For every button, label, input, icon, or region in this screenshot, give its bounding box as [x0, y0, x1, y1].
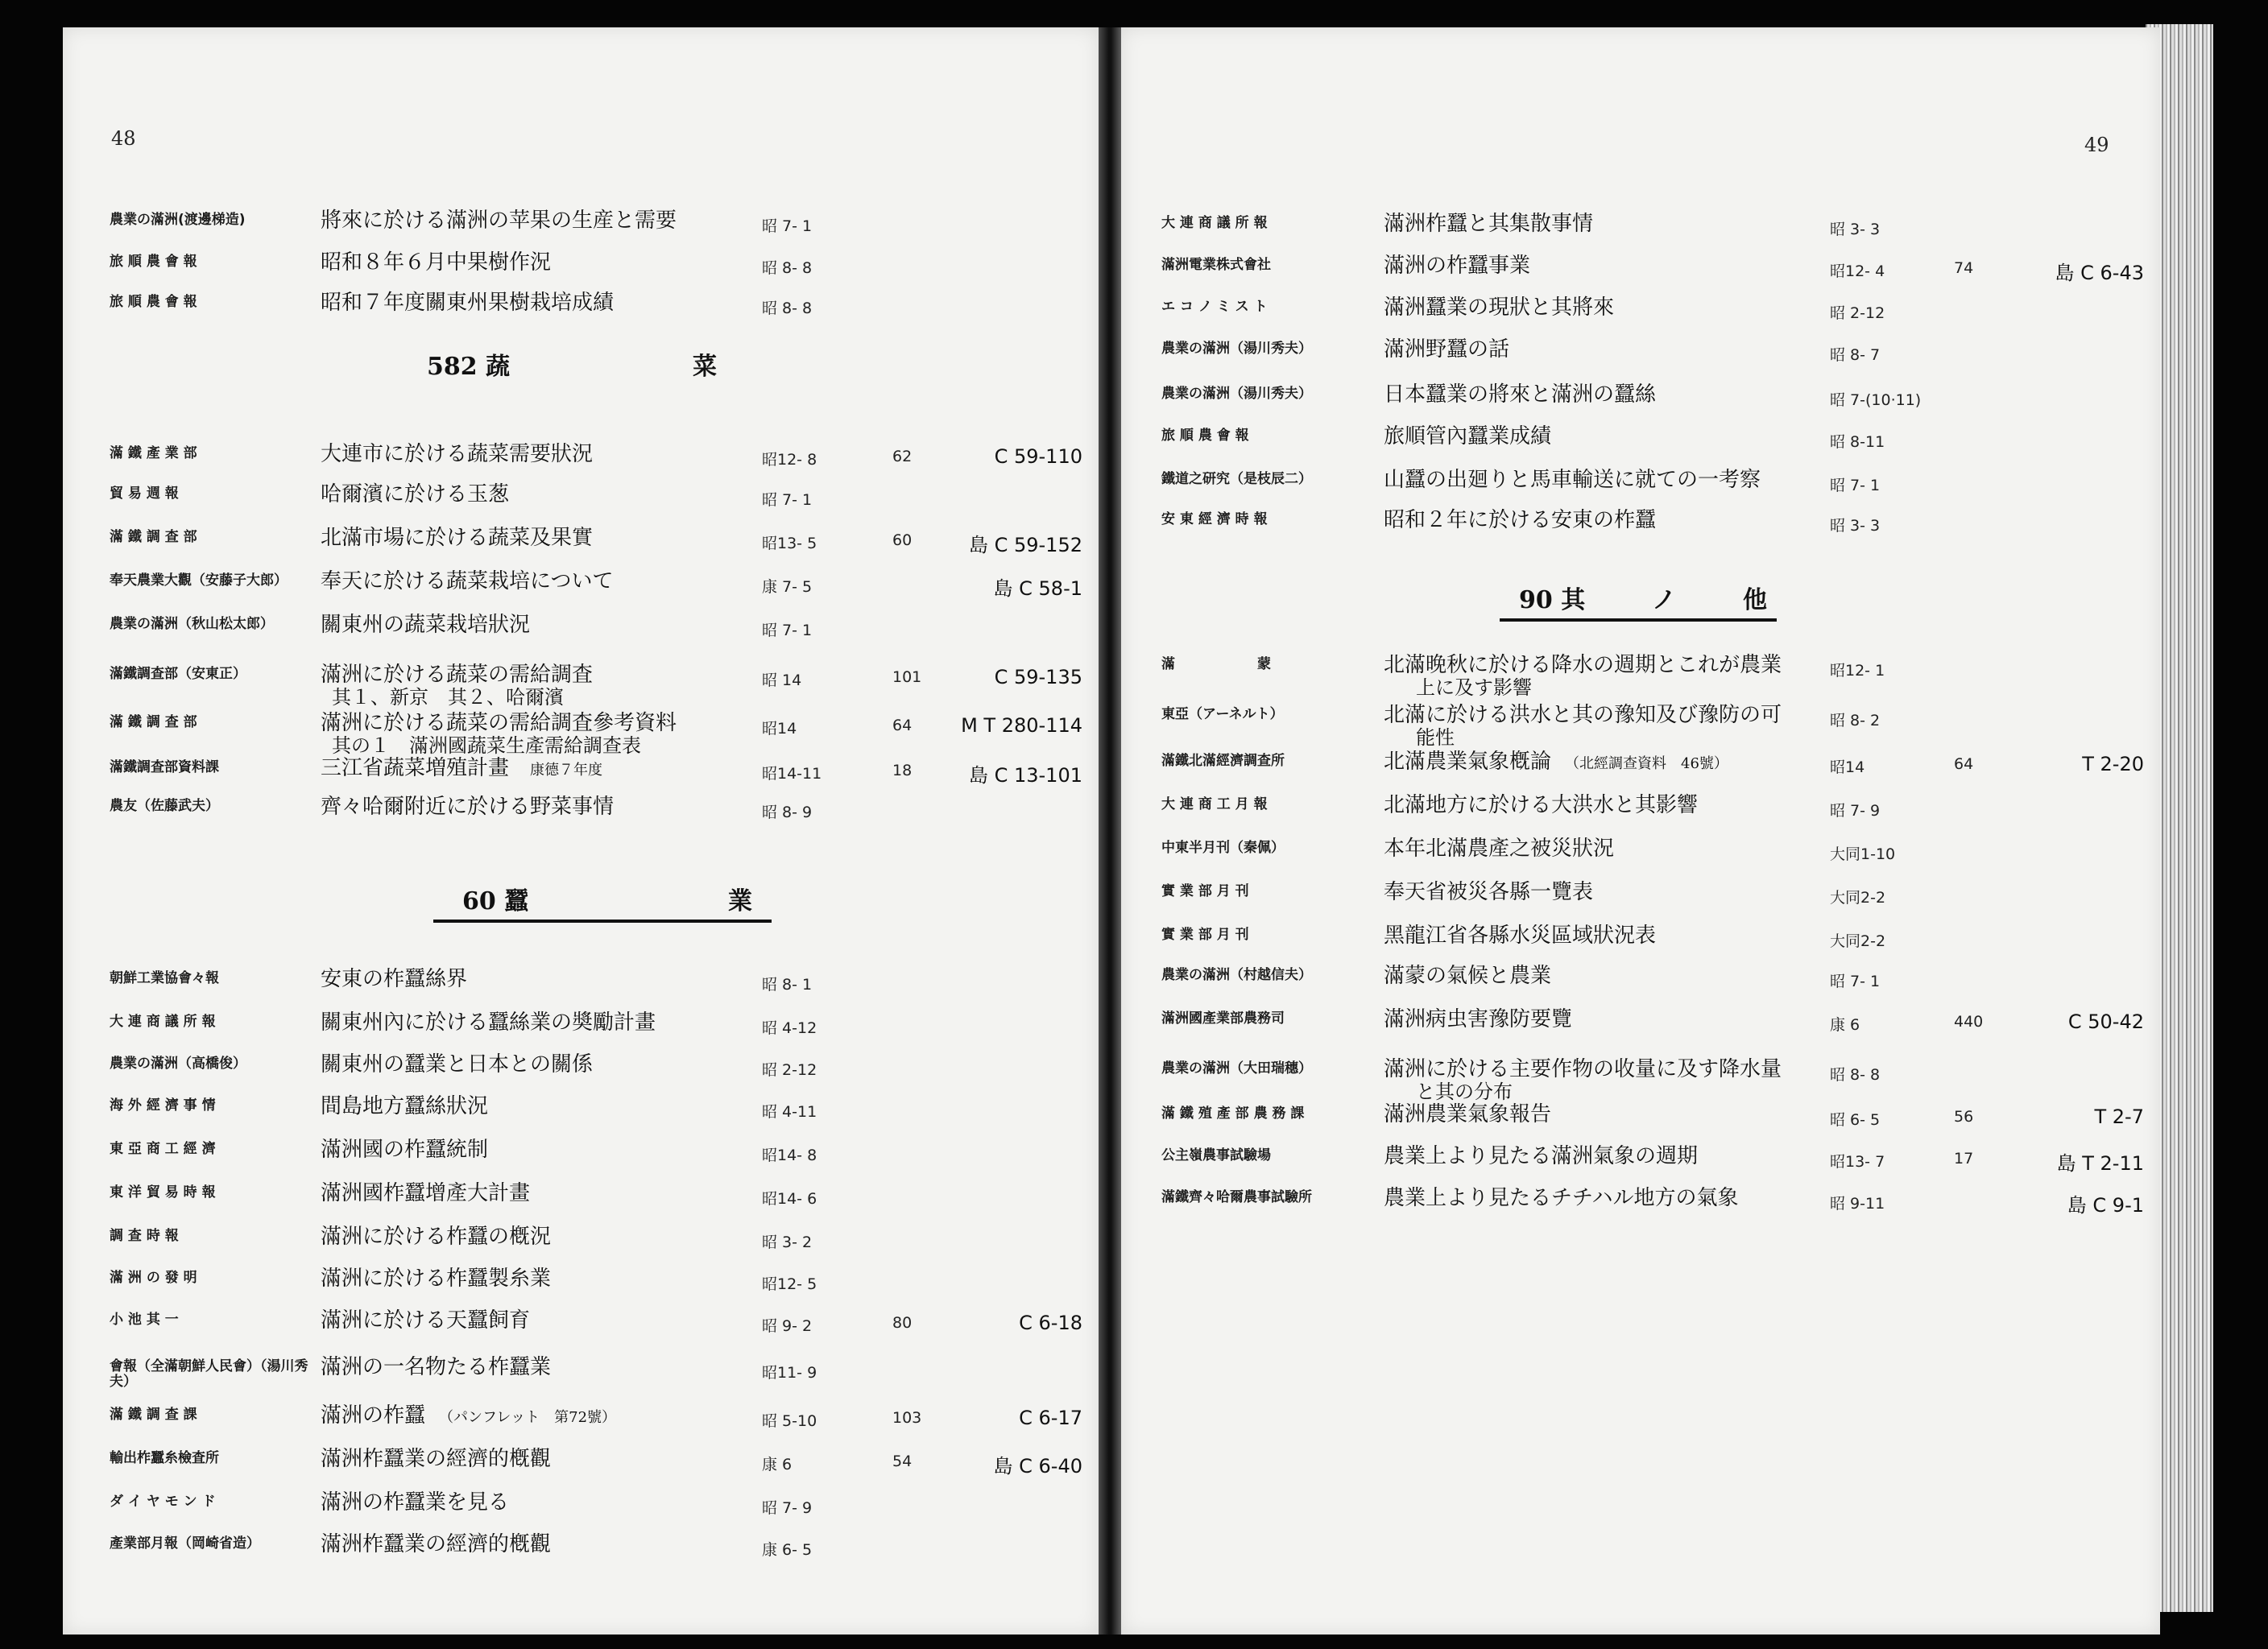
entry-title-text: 滿洲柞蠶業の經濟的槪觀	[321, 1532, 552, 1556]
bibliography-entry	[1121, 1005, 2160, 1044]
entry-source: 滿 鐵 調 查 部	[110, 714, 197, 730]
bibliography-entry	[63, 1264, 1099, 1303]
bibliography-entry	[63, 660, 1099, 709]
entry-call-number: 島 C 6-43	[2055, 262, 2144, 284]
entry-title-text: 滿蒙の氣候と農業	[1384, 964, 1552, 988]
entry-title-text: 農業上より見たるチチハル地方の氣象	[1384, 1186, 1739, 1210]
entry-title-note: （パンフレット 第72號）	[446, 1409, 617, 1426]
entry-date: 昭 2-12	[762, 1061, 817, 1079]
entry-title-text: 滿洲の柞蠶事業	[1384, 254, 1531, 278]
entry-title-text: 滿洲國の柞蠶統制	[321, 1138, 489, 1162]
entry-call-number: C 50-42	[2067, 1010, 2144, 1033]
entry-title-text: 北滿農業氣象槪論	[1384, 750, 1552, 774]
section-title-char: 他	[1742, 586, 1767, 614]
entry-pages: 60	[892, 531, 913, 549]
page-number: 49	[2084, 134, 2109, 156]
bibliography-entry	[63, 1306, 1099, 1345]
entry-title-text: 安東の柞蠶絲界	[321, 967, 468, 991]
bibliography-entry	[63, 1050, 1099, 1089]
entry-date: 昭 2-12	[1830, 304, 1885, 322]
entry-title-text: 昭和８年６月中果樹作況	[321, 250, 552, 275]
section-title: 60 蠶	[462, 887, 529, 915]
bibliography-entry	[1121, 465, 2160, 504]
entry-title	[321, 570, 613, 593]
entry-title-text: 滿洲に於ける蔬菜の需給調査	[321, 663, 594, 687]
entry-source: 貿 易 週 報	[110, 486, 179, 502]
entry-call-number: C 6-18	[1019, 1312, 1082, 1334]
entry-title	[321, 1225, 551, 1248]
entry-title	[321, 209, 677, 232]
entry-title	[1384, 654, 1782, 699]
entry-date: 昭 7- 1	[762, 622, 813, 639]
entry-source: 農業の滿洲（湯川秀夫）	[1161, 341, 1312, 357]
bibliography-entry	[1121, 506, 2160, 544]
entry-title-text: 滿洲國柞蠶增產大計畫	[321, 1181, 531, 1205]
entry-source: 滿洲國產業部農務司	[1161, 1010, 1285, 1027]
entry-title	[321, 251, 551, 274]
entry-title	[321, 1448, 551, 1470]
entry-title	[321, 1491, 509, 1514]
entry-title	[321, 1053, 593, 1076]
entry-date: 昭 7- 1	[1830, 973, 1881, 990]
entry-date: 昭 4-11	[762, 1103, 817, 1121]
entry-title	[1384, 254, 1530, 277]
entry-title	[321, 1404, 616, 1429]
entry-title-line2: 其１、新京 其２、哈爾濱	[332, 686, 564, 709]
entry-title-text: 滿洲病虫害豫防要覽	[1384, 1007, 1573, 1031]
entry-pages: 62	[892, 448, 913, 465]
bibliography-entry	[63, 754, 1099, 792]
page-number: 48	[111, 127, 136, 150]
entry-date: 大同1-10	[1830, 845, 1896, 863]
bibliography-entry	[1121, 878, 2160, 916]
entry-date: 康 6	[762, 1456, 793, 1473]
entry-date: 昭 7- 9	[1830, 802, 1881, 820]
entry-title-text: 將來に於ける滿洲の苹果の生産と需要	[321, 209, 677, 233]
entry-title-text: 滿洲に於ける蔬菜の需給調査參考資料	[321, 711, 677, 735]
entry-date: 昭14-11	[762, 765, 822, 783]
bibliography-entry	[1121, 380, 2160, 419]
entry-source: 產業部月報（岡崎省造）	[110, 1535, 260, 1552]
entry-source: 滿 洲 の 發 明	[110, 1270, 197, 1286]
section-title-char: ノ	[1652, 586, 1677, 614]
entry-title	[1384, 383, 1656, 406]
entry-title-text: 三江省蔬菜増殖計畫	[321, 756, 510, 780]
bibliography-entry	[1121, 251, 2160, 290]
entry-source: 中東半月刊（秦佩）	[1161, 840, 1285, 856]
bibliography-entry	[63, 965, 1099, 1003]
entry-call-number: 島 C 9-1	[2067, 1194, 2144, 1217]
section-heading-582	[427, 346, 717, 382]
entry-title	[1384, 338, 1509, 361]
section-title: 90 其	[1519, 586, 1586, 614]
entry-title	[1384, 924, 1656, 947]
entry-source: ダ イ ヤ モ ン ド	[110, 1494, 216, 1510]
entry-title	[1384, 1008, 1572, 1031]
section-heading-60	[433, 881, 772, 923]
entry-call-number: 島 T 2-11	[2056, 1152, 2144, 1175]
bibliography-entry	[63, 1353, 1099, 1391]
entry-date: 昭 8- 8	[1830, 1066, 1881, 1084]
entry-source: 滿鐵調查部（安東正）	[110, 666, 246, 682]
entry-title-text: 滿洲柞蠶と其集散事情	[1384, 212, 1594, 236]
entry-date: 康 7- 5	[762, 578, 813, 596]
entry-title-text: 黑龍江省各縣水災區域狀況表	[1384, 924, 1657, 948]
entry-date: 昭 9-11	[1830, 1195, 1885, 1213]
entry-title-text: 滿洲に於ける主要作物の收量に及す降水量	[1384, 1057, 1782, 1081]
bibliography-entry	[63, 440, 1099, 478]
entry-pages: 64	[892, 717, 913, 734]
entry-title-text: 農業上より見たる滿洲氣象の週期	[1384, 1144, 1699, 1168]
entry-title	[321, 663, 593, 709]
bibliography-entry	[63, 1092, 1099, 1130]
entry-date: 昭 8- 9	[762, 804, 813, 821]
bibliography-entry	[1121, 1184, 2160, 1222]
entry-call-number: C 6-17	[1019, 1407, 1082, 1429]
entry-title	[1384, 1103, 1551, 1126]
entry-title	[1384, 965, 1551, 987]
entry-pages: 17	[1954, 1150, 1974, 1168]
entry-title-text: 齊々哈爾附近に於ける野菜事情	[321, 795, 615, 819]
entry-date: 昭 8- 7	[1830, 346, 1881, 364]
entry-title	[321, 443, 593, 465]
entry-title-text: 滿洲の柞蠶	[321, 1403, 426, 1428]
entry-source: 東 亞 商 工 經 濟	[110, 1141, 216, 1157]
entry-title-text: 昭和７年度關東州果樹栽培成績	[321, 291, 615, 315]
bibliography-entry	[1121, 791, 2160, 829]
entry-date: 大同2-2	[1830, 889, 1886, 907]
bibliography-entry	[1121, 1100, 2160, 1139]
entry-title-text: 關東州の蔬菜栽培狀況	[321, 613, 531, 637]
entry-title	[321, 1267, 551, 1290]
entry-title	[321, 1011, 656, 1034]
entry-title	[1384, 704, 1782, 749]
entry-date: 昭14	[1830, 758, 1865, 776]
bibliography-entry	[63, 709, 1099, 757]
entry-call-number: C 59-135	[994, 666, 1082, 688]
entry-call-number: 島 C 59-152	[968, 534, 1082, 556]
entry-source: 會報（全滿朝鮮人民會）（湯川秀夫）	[110, 1358, 308, 1390]
entry-source: 農友（佐藤武夫）	[110, 798, 219, 814]
bibliography-entry	[63, 567, 1099, 605]
bibliography-entry	[63, 610, 1099, 649]
entry-source: 滿 鐵 調 查 課	[110, 1407, 197, 1423]
entry-title	[321, 1182, 530, 1205]
entry-date: 昭 14	[762, 672, 802, 689]
entry-title-text: 本年北滿農產之被災狀況	[1384, 837, 1615, 861]
entry-title-line2: 其の１ 滿洲國蔬菜生產需給調查表	[332, 734, 641, 757]
entry-title-text: 關東州の蠶業と日本との關係	[321, 1052, 594, 1077]
entry-source: 大 連 商 工 月 報	[1161, 796, 1268, 812]
entry-title-text: 奉天に於ける蔬菜栽培について	[321, 569, 614, 593]
entry-title-text: 滿洲に於ける柞蠶製糸業	[321, 1267, 552, 1291]
entry-date: 昭 3- 3	[1830, 517, 1881, 535]
bibliography-entry	[1121, 335, 2160, 374]
entry-date: 昭 7-(10·11)	[1830, 391, 1922, 409]
entry-title-text: 北滿に於ける洪水と其の豫知及び豫防の可	[1384, 703, 1782, 727]
bibliography-entry	[1121, 834, 2160, 873]
entry-source: 實 業 部 月 刊	[1161, 883, 1249, 899]
section-title-char: 業	[728, 887, 752, 915]
entry-date: 大同2-2	[1830, 932, 1886, 950]
entry-pages: 103	[892, 1409, 922, 1427]
entry-source: 奉天農業大觀（安藤子大郎）	[110, 572, 288, 589]
entry-title-text: 昭和２年に於ける安東の柞蠶	[1384, 508, 1657, 532]
entry-date: 昭 7- 1	[1830, 477, 1881, 494]
bibliography-entry	[63, 523, 1099, 562]
entry-title-text: 北滿地方に於ける大洪水と其影響	[1384, 793, 1699, 817]
entry-title-text: 滿洲蠶業の現狀と其將來	[1384, 295, 1615, 320]
entry-title	[321, 1533, 551, 1556]
entry-source: 滿 蒙	[1161, 656, 1271, 672]
entry-pages: 56	[1954, 1108, 1974, 1126]
entry-source: 公主嶺農事試驗場	[1161, 1147, 1271, 1163]
entry-date: 昭 3- 2	[762, 1234, 813, 1251]
bibliography-entry	[63, 1222, 1099, 1261]
entry-date: 昭 8- 8	[762, 300, 813, 317]
entry-title-text: 滿洲柞蠶業の經濟的槪觀	[321, 1447, 552, 1471]
entry-date: 昭12- 4	[1830, 262, 1885, 280]
entry-date: 昭14	[762, 720, 797, 738]
entry-title-text: 關東州內に於ける蠶絲業の奬勵計畫	[321, 1010, 656, 1035]
entry-title	[1384, 509, 1656, 531]
bibliography-entry	[1121, 1055, 2160, 1103]
entry-date: 昭14- 6	[762, 1190, 817, 1208]
entry-title-text: 北滿市場に於ける蔬菜及果實	[321, 526, 594, 550]
entry-title	[1384, 837, 1614, 860]
entry-call-number: 島 C 6-40	[993, 1455, 1082, 1477]
entry-title	[1384, 881, 1593, 903]
entry-title	[321, 757, 602, 782]
bibliography-entry	[63, 206, 1099, 245]
entry-date: 昭13- 5	[762, 535, 817, 552]
entry-source: 海 外 經 濟 事 情	[110, 1097, 216, 1114]
entry-call-number: T 2-7	[2094, 1106, 2144, 1128]
entry-title-text: 滿洲野蠶の話	[1384, 337, 1510, 362]
entry-title-line2: 能性	[1416, 726, 1455, 749]
entry-source: 滿鐵北滿經濟調查所	[1161, 753, 1285, 769]
entry-title-text: 滿洲の一名物たる柞蠶業	[321, 1355, 552, 1379]
bibliography-entry	[63, 1179, 1099, 1217]
entry-date: 昭 8- 2	[1830, 712, 1881, 729]
entry-source: エ コ ノ ミ ス ト	[1161, 299, 1268, 315]
bibliography-entry	[63, 1401, 1099, 1440]
entry-title	[321, 1309, 530, 1332]
entry-date: 昭 8-11	[1830, 433, 1885, 451]
entry-source: 農業の滿洲（大田瑞穗）	[1161, 1060, 1312, 1077]
entry-pages: 64	[1954, 755, 1974, 773]
entry-title	[1384, 296, 1614, 319]
entry-source: 滿 鐵 調 查 部	[110, 529, 197, 545]
entry-date: 昭 5-10	[762, 1412, 817, 1430]
entry-date: 昭 6- 5	[1830, 1111, 1881, 1129]
entry-source: 農業の滿洲(渡邊梯造)	[110, 212, 246, 228]
entry-source: 旅 順 農 會 報	[110, 294, 197, 310]
entry-title-line2: と其の分布	[1416, 1081, 1513, 1103]
entry-source: 滿鐵齊々哈爾農事試驗所	[1161, 1189, 1312, 1205]
entry-source: 農業の滿洲（高橋俊）	[110, 1056, 246, 1072]
entry-source: 東 洋 貿 易 時 報	[110, 1184, 216, 1201]
entry-source: 旅 順 農 會 報	[110, 254, 197, 270]
entry-source: 農業の滿洲（村越信夫）	[1161, 967, 1312, 983]
bibliography-entry	[1121, 422, 2160, 461]
entry-date: 昭 7- 1	[762, 217, 813, 235]
entry-title-text: 間島地方蠶絲狀況	[321, 1094, 489, 1118]
entry-source: 大 連 商 議 所 報	[110, 1014, 216, 1030]
entry-source: 旅 順 農 會 報	[1161, 428, 1249, 444]
entry-pages: 101	[892, 668, 922, 686]
entry-date: 昭 7- 9	[762, 1499, 813, 1517]
right-page	[1121, 27, 2160, 1635]
entry-date: 昭12- 8	[762, 451, 817, 469]
entry-date: 昭 4-12	[762, 1019, 817, 1037]
entry-source: 大 連 商 議 所 報	[1161, 215, 1268, 231]
entry-title-text: 滿洲に於ける柞蠶の槪況	[321, 1225, 552, 1249]
section-title-char: 菜	[693, 353, 717, 381]
entry-title	[321, 796, 614, 818]
entry-title	[321, 291, 614, 314]
entry-title	[321, 712, 677, 757]
entry-title	[321, 614, 530, 636]
entry-title-text: 滿洲の柞蠶業を見る	[321, 1490, 510, 1515]
entry-pages: 74	[1954, 259, 1974, 277]
bibliography-entry	[63, 792, 1099, 831]
entry-title	[1384, 750, 1728, 775]
bibliography-entry	[63, 288, 1099, 327]
entry-date: 昭12- 5	[762, 1275, 817, 1293]
entry-source: 東亞（アーネルト）	[1161, 706, 1284, 722]
entry-date: 昭14- 8	[762, 1147, 817, 1164]
entry-pages: 54	[892, 1453, 913, 1470]
bibliography-entry	[63, 1530, 1099, 1568]
entry-title-note: 康德７年度	[530, 762, 603, 779]
section-heading-90	[1500, 580, 1777, 622]
entry-title-text: 滿洲農業氣象報告	[1384, 1102, 1552, 1126]
entry-call-number: C 59-110	[994, 445, 1082, 468]
entry-date: 康 6	[1830, 1016, 1860, 1034]
entry-pages: 440	[1954, 1013, 1984, 1031]
entry-title-text: 山蠶の出廻りと馬車輸送に就ての一考察	[1384, 468, 1761, 492]
entry-title	[1384, 1187, 1738, 1209]
entry-date: 昭11- 9	[762, 1364, 817, 1382]
entry-source: 滿洲電業株式會社	[1161, 257, 1271, 273]
entry-source: 滿 鐵 殖 產 部 農 務 課	[1161, 1106, 1305, 1122]
entry-date: 昭 7- 1	[762, 491, 813, 509]
entry-title-text: 大連市に於ける蔬菜需要狀況	[321, 442, 594, 466]
entry-source: 鐵道之研究（是枝辰二）	[1161, 471, 1312, 487]
entry-pages: 18	[892, 762, 913, 779]
entry-date: 昭 3- 3	[1830, 221, 1881, 238]
entry-title	[321, 968, 467, 990]
entry-source: 實 業 部 月 刊	[1161, 927, 1249, 943]
entry-title	[321, 483, 509, 506]
entry-title	[321, 1356, 551, 1378]
entry-title	[1384, 469, 1761, 491]
entry-source: 滿鐵調查部資料課	[110, 759, 219, 775]
entry-pages: 80	[892, 1314, 913, 1332]
entry-title	[321, 1095, 488, 1118]
entry-date: 康 6- 5	[762, 1541, 813, 1559]
entry-source: 調 查 時 報	[110, 1228, 179, 1244]
entry-title	[1384, 1145, 1698, 1168]
entry-title	[1384, 213, 1593, 235]
entry-title-line2: 上に及す影響	[1416, 676, 1532, 699]
entry-title	[321, 1139, 488, 1161]
entry-source: 安 東 經 濟 時 報	[1161, 511, 1268, 527]
bibliography-entry	[63, 1488, 1099, 1527]
entry-date: 昭 9- 2	[762, 1317, 813, 1335]
entry-source: 朝鮮工業協會々報	[110, 970, 219, 986]
bibliography-entry	[1121, 701, 2160, 749]
entry-title	[1384, 1058, 1782, 1103]
entry-date: 昭12- 1	[1830, 662, 1885, 680]
bibliography-entry	[1121, 961, 2160, 1000]
entry-source: 滿 鐵 產 業 部	[110, 445, 197, 461]
entry-call-number: M T 280-114	[961, 714, 1082, 737]
bibliography-entry	[1121, 209, 2160, 248]
bibliography-entry	[1121, 747, 2160, 786]
entry-source: 輸出柞蠶糸檢査所	[110, 1450, 219, 1466]
entry-title-text: 北滿晚秋に於ける降水の週期とこれが農業	[1384, 653, 1782, 677]
left-page	[63, 27, 1099, 1635]
entry-date: 昭 8- 1	[762, 976, 813, 994]
entry-call-number: 島 C 13-101	[968, 764, 1082, 787]
section-title: 582 蔬	[427, 353, 511, 381]
entry-source: 農業の滿洲（秋山松太郎）	[110, 616, 274, 632]
entry-title-note: （北經調查資料 46號）	[1572, 755, 1728, 772]
bibliography-entry	[63, 1444, 1099, 1483]
entry-source: 農業の滿洲（湯川秀夫）	[1161, 386, 1312, 402]
bibliography-entry	[1121, 921, 2160, 960]
entry-title-text: 旅順管內蠶業成績	[1384, 424, 1552, 448]
bibliography-entry	[63, 1135, 1099, 1174]
entry-title	[1384, 425, 1551, 448]
book-gutter	[1097, 27, 1123, 1635]
bibliography-entry	[1121, 293, 2160, 332]
entry-title-text: 滿洲に於ける天蠶飼育	[321, 1308, 531, 1333]
entry-source: 小 池 其 一	[110, 1312, 179, 1328]
entry-date: 昭 8- 8	[762, 259, 813, 277]
entry-title	[1384, 794, 1698, 816]
entry-date: 昭13- 7	[1830, 1153, 1885, 1171]
bibliography-entry	[63, 480, 1099, 519]
entry-title	[321, 527, 593, 549]
bibliography-entry	[1121, 1142, 2160, 1180]
entry-title-text: 哈爾濱に於ける玉葱	[321, 482, 510, 506]
entry-title-text: 日本蠶業の將來と滿洲の蠶絲	[1384, 382, 1657, 407]
entry-call-number: 島 C 58-1	[993, 577, 1082, 600]
bibliography-entry	[1121, 651, 2160, 699]
entry-title-text: 奉天省被災各縣一覽表	[1384, 880, 1594, 904]
bibliography-entry	[63, 1008, 1099, 1047]
bibliography-entry	[63, 248, 1099, 287]
entry-call-number: T 2-20	[2082, 753, 2144, 775]
